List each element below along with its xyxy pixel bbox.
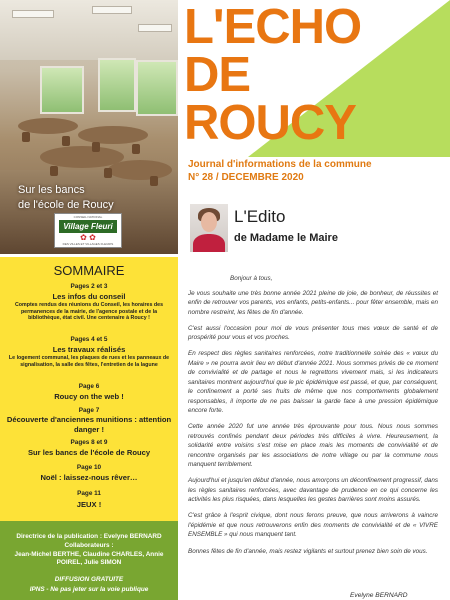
sommaire-pages: Page 11: [77, 490, 101, 497]
journal-subtitle: [188, 158, 448, 184]
sommaire-pages: Pages 2 et 3: [70, 283, 108, 290]
edito-paragraph: C'est aussi l'occasion pour moi de vous présenter tous mes vœux de santé et de prospérité pour vous et vos proches.: [188, 324, 438, 342]
sommaire-entry-desc: Le logement communal, les plaques de rues et les panneaux de signalisation, la salle des fêtes, l'entretien de la lagune: [8, 355, 170, 368]
sommaire-pages: Pages 4 et 5: [70, 336, 108, 343]
sommaire-entry-title: Les infos du conseil: [52, 292, 126, 301]
masthead: [178, 0, 450, 157]
sommaire-entry-title: Noël : laissez-nous rêver…: [40, 473, 138, 482]
collaborators-names: Jean-Michel BERTHE, Claudine CHARLES, Annie POIREL, Julie SIMON: [14, 551, 164, 566]
badge-bottom-text: DES VILLES ET VILLAGES FLEURIS: [62, 242, 114, 246]
badge-label: Village Fleuri: [59, 220, 117, 233]
edito-greeting: Bonjour à tous,: [230, 275, 273, 282]
sommaire-pages: Page 10: [76, 464, 102, 471]
cover-caption-line1: Sur les bancs: [18, 184, 85, 196]
sommaire-entry-title: Roucy on the web !: [54, 392, 124, 401]
publication-director: Directrice de la publication : Evelyne BERNARD: [16, 533, 162, 540]
edito-paragraph: En respect des règles sanitaires renforcées, notre traditionnelle soirée des « vœux du Maire » ne pourra avoir lieu en début d'année 2021. Nous sommes privés de ce moment de convivialité et de partage et nous le regrettons vivement mais, si les indicateurs sanitaires montrent aujourd'hui que le pic épidémique est passé, et que, par conséquent, le confinement a porté ses fruits de même que nos comportements globalement responsables, il importe de ne pas baisser la garde face à une pression épidémique encore forte.: [188, 350, 438, 415]
edito-title: L'Edito: [234, 207, 286, 226]
masthead-title-line2: DE: [184, 48, 251, 102]
sommaire-pages: Page 6: [78, 383, 100, 390]
sommaire-panel: [0, 257, 178, 523]
collaborators-label: Collaborateurs :: [64, 542, 114, 549]
distribution-note: DIFFUSION GRATUITE: [54, 576, 124, 583]
issue-number: N° 28 / DECEMBRE 2020: [188, 172, 304, 183]
flower-icon: ✿ ✿: [80, 233, 96, 242]
sommaire-pages: Pages 8 et 9: [70, 439, 108, 446]
edito-paragraph: Je vous souhaite une très bonne année 2021 pleine de joie, de bonheur, de réussites et enfin de retrouver vos parents, vos enfants, petits-enfants... pour fêter ensemble, mais en nombre restreint, les fêtes de fin d'année.: [188, 289, 438, 316]
edito-paragraph: Bonnes fêtes de fin d'année, mais restez vigilants et surtout prenez bien soin de vous.: [188, 547, 428, 555]
masthead-title-line1: L'ECHO: [184, 0, 362, 54]
cover-caption: [18, 183, 114, 213]
sommaire-entry-title: Sur les bancs de l'école de Roucy: [27, 448, 151, 457]
ipns-note: IPNS - Ne pas jeter sur la voie publique: [29, 586, 149, 593]
village-fleuri-badge: [54, 213, 122, 248]
edito-article: [188, 274, 438, 563]
sommaire-title: SOMMAIRE: [53, 263, 125, 278]
badge-top-text: CONSEIL NATIONAL: [73, 215, 103, 219]
mayor-portrait: [190, 204, 228, 252]
edito-paragraph: Cette année 2020 fut une année très éprouvante pour tous. Nous nous sommes retrouvés confinés pendant deux périodes très difficiles à vivre. Heureusement, la solidarité entre voisins s'est mise en place mais les moments de convivialité et de rencontre organisés par les associations de notre village ou par la commune nous manquent terriblement.: [188, 423, 438, 469]
sommaire-pages: Page 7: [78, 407, 100, 414]
sommaire-entry-desc: Comptes rendus des réunions du Conseil, les horaires des permanences de la mairie, de l'agence postale et de la bibliothèque, état civil. Une centenaire à Roucy !: [14, 302, 164, 322]
colophon-panel: [0, 521, 178, 600]
cover-caption-line2: de l'école de Roucy: [18, 199, 114, 211]
edito-signature: Evelyne BERNARD: [350, 592, 408, 599]
edito-subtitle: de Madame le Maire: [234, 232, 338, 244]
journal-tagline: Journal d'informations de la commune: [188, 159, 372, 170]
edito-paragraph: Aujourd'hui et jusqu'en début d'année, nous amorçons un déconfinement progressif, dans les règles sanitaires renforcées, avec davantage de prudence en ce qui concerne les activités les plus risquées, dans lesquelles les gestes barrières sont moins assurés.: [188, 477, 438, 504]
masthead-title-line3: ROUCY: [184, 96, 356, 150]
sommaire-entry-title: Les travaux réalisés: [52, 345, 126, 354]
edito-paragraph: C'est grâce à l'esprit civique, dont nous ferons preuve, que nous arriverons à vaincre l'épidémie et que nous retrouverons enfin des moments de convivialité et de « VIVRE ENSEMBLE » qui nous manquent tant.: [188, 512, 438, 539]
sommaire-entry-title: JEUX !: [76, 500, 102, 509]
sommaire-entry-title: Découverte d'anciennes munitions : attention danger !: [6, 415, 172, 434]
